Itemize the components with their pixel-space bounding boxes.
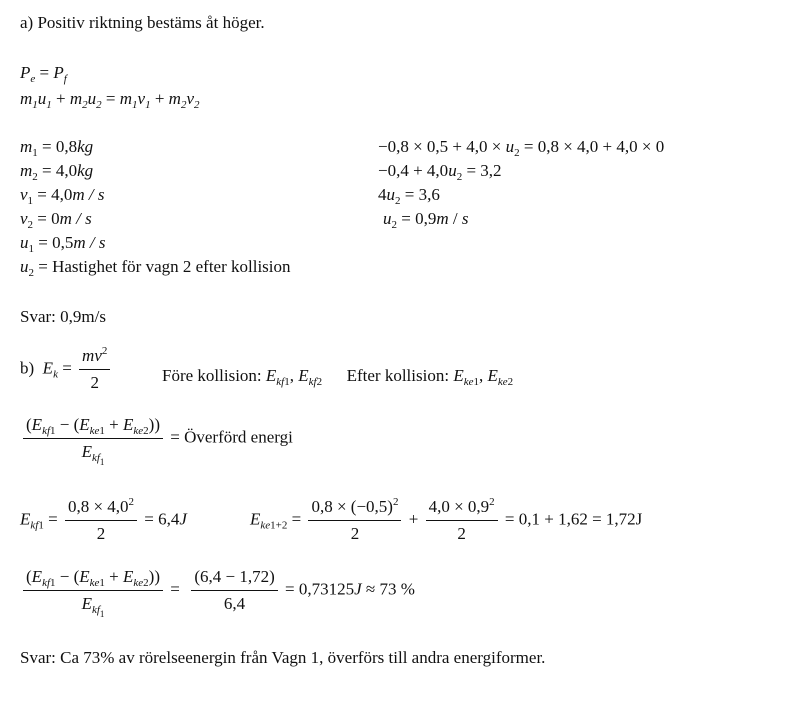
ratio-calculation: $\frac{(E_{kf1} - (E_{ke1} + E_{ke2}))}{E_{kf_1}}$ = $\frac{(6,4 - 1,72)}{6,4}$ = 0,73125J ≈ 73 % bbox=[20, 566, 415, 615]
transfer-ratio-formula: $\frac{(E_{kf1} - (E_{ke1} + E_{ke2}))}{E_{kf_1}}$ = Överförd energi bbox=[20, 414, 293, 463]
part-a-answer: Svar: 0,9m/s bbox=[20, 307, 106, 326]
given-value: $u_2$ = Hastighet för vagn 2 efter kollision bbox=[20, 257, 291, 279]
given-value: $v_1 = 4,0m / s$ bbox=[20, 185, 105, 207]
given-value: $u_1 = 0,5m / s$ bbox=[20, 233, 106, 255]
kinetic-energy-formula: b) $E_k$ = $\frac{mv^2}{2}$ bbox=[20, 345, 113, 394]
before-collision-terms: Före kollision: $E_{kf1}$, $E_{kf2}$ Efter kollision: $E_{ke1}$, $E_{ke2}$ bbox=[162, 366, 514, 388]
given-value: $m_1 = 0,8kg$ bbox=[20, 137, 94, 159]
part-b-label: b) bbox=[20, 358, 35, 378]
part-a-heading: a) Positiv riktning bestäms åt höger. bbox=[20, 13, 265, 32]
solution-step-1: $-0,8 \times 0,5 + 4,0 \times u_2 = 0,8 \times 4,0 + 4,0 \times 0$ bbox=[378, 137, 665, 159]
momentum-conservation-eq: $P_e = P_f$ bbox=[20, 63, 67, 85]
ekf1-calculation: $E_{kf1}$ = $\frac{0,8 \times 4,0^2}{2}$ = 6,4J bbox=[20, 496, 187, 543]
solution-step-3: $4u_2 = 3,6$ bbox=[378, 185, 440, 207]
eke-calculation: $E_{ke1+2}$ = $\frac{0,8 \times (-0,5)^2}{2}$ + $\frac{4,0 \times 0,9^2}{2}$ = 0,1 + 1,62 = 1,72J bbox=[250, 496, 643, 543]
part-b-answer: Svar: Ca 73% av rörelseenergin från Vagn 1, överförs till andra energiformer. bbox=[20, 648, 546, 667]
solution-step-2: $-0,4 + 4,0u_2 = 3,2$ bbox=[378, 161, 502, 183]
momentum-expanded-eq: $m_1u_1 + m_2u_2 = m_1v_1 + m_2v_2$ bbox=[20, 89, 200, 111]
ek-fraction: $\frac{mv^2}{2}$ bbox=[79, 345, 110, 394]
solution-step-4: $u_2 = 0,9m / s$ bbox=[383, 209, 469, 231]
given-value: $v_2 = 0m / s$ bbox=[20, 209, 92, 231]
given-value: $m_2 = 4,0kg$ bbox=[20, 161, 94, 183]
